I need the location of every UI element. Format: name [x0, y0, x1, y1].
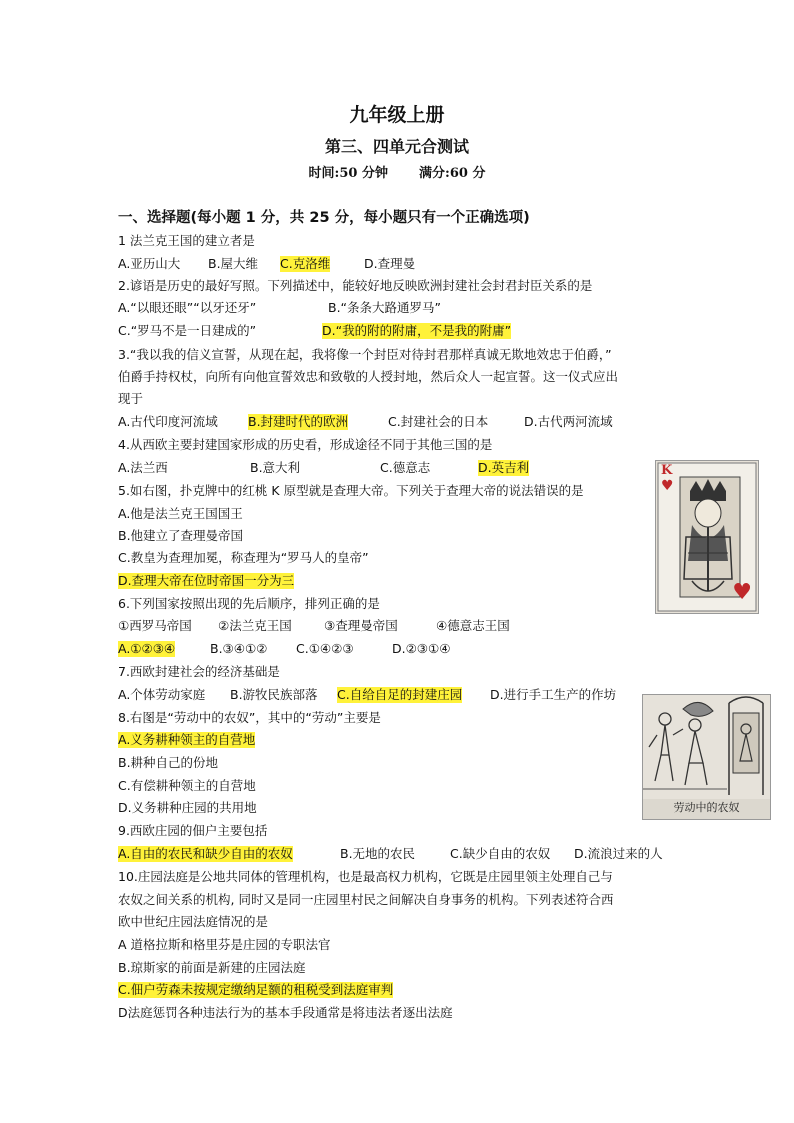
question-1-option-d: D.查理曼 [364, 256, 416, 271]
question-5-option-b: B.他建立了查理曼帝国 [118, 528, 244, 543]
question-6-option-b: B.③④①② [210, 641, 268, 656]
question-3-stem-line-3: 现于 [118, 391, 144, 406]
question-9-option-c: C.缺少自由的农奴 [450, 846, 551, 861]
question-10-option-d: D法庭惩罚各种违法行为的基本手段通常是将违法者逐出法庭 [118, 1005, 453, 1020]
question-6-item-1: ①西罗马帝国 [118, 618, 192, 633]
question-6-option-d: D.②③①④ [392, 641, 451, 656]
heart-suit-icon: ♥ [661, 478, 674, 494]
question-10-stem-line-3: 欧中世纪庄园法庭情况的是 [118, 914, 269, 929]
question-10-option-a: A 道格拉斯和格里芬是庄园的专职法官 [118, 937, 331, 952]
question-5-option-c: C.教皇为查理加冕，称查理为“罗马人的皇帝” [118, 550, 369, 565]
question-3-stem-line-1: 3.“我以我的信义宣誓，从现在起，我将像一个封臣对待封君那样真诚无欺地效忠于伯爵，” [118, 347, 612, 362]
question-4-option-b: B.意大利 [250, 460, 301, 475]
question-9-stem: 9.西欧庄园的佃户主要包括 [118, 823, 268, 838]
question-8-option-a: A.义务耕种领主的自营地 [118, 732, 256, 747]
question-4-stem: 4.从西欧主要封建国家形成的历史看，形成途径不同于其他三国的是 [118, 437, 493, 452]
question-10-option-b: B.琼斯家的前面是新建的庄园法庭 [118, 960, 306, 975]
section-heading: 一、选择题(每小题 1 分，共 25 分，每小题只有一个正确选项) [118, 210, 530, 226]
question-3-option-b: B.封建时代的欧洲 [248, 414, 349, 429]
question-2-stem: 2.谚语是历史的最好写照。下列描述中，能较好地反映欧洲封建社会封君封臣关系的是 [118, 278, 593, 293]
card-corner-letter: K [661, 463, 673, 478]
question-7-option-a: A.个体劳动家庭 [118, 687, 206, 702]
question-6-item-4: ④德意志王国 [436, 618, 510, 633]
page-title: 九年级上册 [349, 104, 445, 126]
heart-suit-large-icon: ♥ [732, 580, 752, 605]
question-8-option-c: C.有偿耕种领主的自营地 [118, 778, 256, 793]
question-2-option-a: A.“以眼还眼”“以牙还牙” [118, 300, 257, 315]
question-7-option-c: C.自给自足的封建庄园 [337, 687, 463, 702]
question-2-option-d: D.“我的附的附庸，不是我的附庸” [322, 323, 512, 338]
page-subtitle: 第三、四单元合测试 [324, 137, 469, 156]
question-5-stem: 5.如右图，扑克牌中的红桃 K 原型就是查理大帝。下列关于查理大帝的说法错误的是 [118, 483, 584, 498]
question-6-option-c: C.①④②③ [296, 641, 354, 656]
question-9-option-d: D.流浪过来的人 [574, 846, 663, 861]
question-9-option-b: B.无地的农民 [340, 846, 416, 861]
question-9-option-a: A.自由的农民和缺少自由的农奴 [118, 846, 293, 861]
question-7-stem: 7.西欧封建社会的经济基础是 [118, 664, 280, 679]
question-3-option-a: A.古代印度河流域 [118, 414, 218, 429]
question-3-stem-line-2: 伯爵手持权杖，向所有向他宣誓效忠和致敬的人授封地，然后众人一起宣誓。这一仪式应出 [118, 369, 619, 384]
exam-info [0, 162, 794, 181]
question-7-option-b: B.游牧民族部落 [230, 687, 318, 702]
question-3-option-c: C.封建社会的日本 [388, 414, 489, 429]
question-6-item-2: ②法兰克王国 [218, 618, 292, 633]
serf-at-work-drawing [643, 695, 770, 799]
question-4-option-a: A.法兰西 [118, 460, 168, 475]
question-5-option-d: D.查理大帝在位时帝国一分为三 [118, 573, 295, 588]
question-2-option-c: C.“罗马不是一日建成的” [118, 323, 257, 338]
question-3-option-d: D.古代两河流域 [524, 414, 613, 429]
question-5-option-a: A.他是法兰克王国国王 [118, 506, 243, 521]
question-2-option-b: B.“条条大路通罗马” [328, 300, 442, 315]
question-6-option-a: A.①②③④ [118, 641, 176, 656]
serf-image-caption: 劳动中的农奴 [673, 801, 740, 814]
question-8-option-b: B.耕种自己的份地 [118, 755, 219, 770]
question-10-option-c: C.佃户劳森未按规定缴纳足额的租税受到法庭审判 [118, 982, 394, 997]
question-10-stem-line-1: 10.庄园法庭是公地共同体的管理机构，也是最高权力机构，它既是庄园里领主处理自己与 [118, 869, 613, 884]
question-4-option-d: D.英吉利 [478, 460, 530, 475]
question-1-option-a: A.亚历山大 [118, 256, 181, 271]
question-8-option-d: D.义务耕种庄园的共用地 [118, 800, 257, 815]
question-6-stem: 6.下列国家按照出现的先后顺序，排列正确的是 [118, 596, 380, 611]
question-1-option-c: C.克洛维 [280, 256, 331, 271]
time-info: 时间:50 分钟 [308, 166, 388, 181]
question-1-option-b: B.屋大维 [208, 256, 259, 271]
question-1-stem: 1 法兰克王国的建立者是 [118, 233, 255, 248]
question-8-stem: 8.右图是“劳动中的农奴”，其中的“劳动”主要是 [118, 710, 381, 725]
question-4-option-c: C.德意志 [380, 460, 431, 475]
king-of-hearts-image [655, 460, 759, 614]
serf-at-work-image [642, 694, 771, 820]
score-info: 满分:60 分 [419, 166, 486, 181]
question-6-item-3: ③查理曼帝国 [324, 618, 398, 633]
question-10-stem-line-2: 农奴之间关系的机构, 同时又是同一庄园里村民之间解决自身事务的机构。下列表述符合西 [118, 892, 614, 907]
question-7-option-d: D.进行手工生产的作坊 [490, 687, 617, 702]
